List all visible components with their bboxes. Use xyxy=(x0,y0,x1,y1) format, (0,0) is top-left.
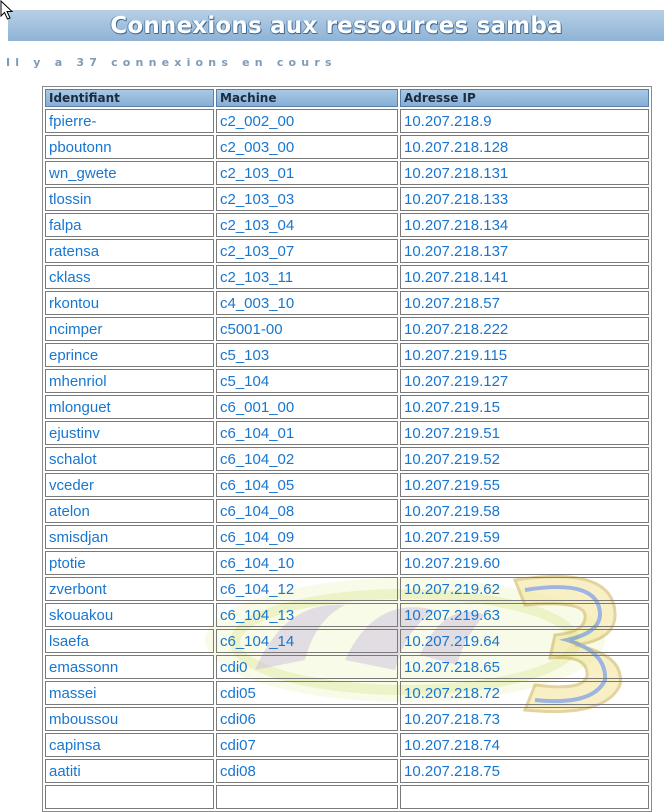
connections-table xyxy=(42,86,652,812)
identifiant-cell[interactable]: skouakou xyxy=(45,603,214,627)
identifiant-cell[interactable]: ratensa xyxy=(45,239,214,263)
ip-address-cell[interactable]: 10.207.219.115 xyxy=(400,343,649,367)
identifiant-cell[interactable]: vceder xyxy=(45,473,214,497)
identifiant-cell[interactable]: ncimper xyxy=(45,317,214,341)
machine-cell[interactable]: c6_104_01 xyxy=(216,421,398,445)
identifiant-cell[interactable]: capinsa xyxy=(45,733,214,757)
ip-address-cell[interactable]: 10.207.219.63 xyxy=(400,603,649,627)
table-row xyxy=(45,213,649,237)
machine-cell[interactable]: cdi08 xyxy=(216,759,398,783)
machine-cell[interactable]: c6_104_09 xyxy=(216,525,398,549)
table-row xyxy=(45,395,649,419)
mouse-pointer-icon xyxy=(0,0,14,20)
ip-address-cell[interactable]: 10.207.219.62 xyxy=(400,577,649,601)
connection-count: Il y a 37 connexions en cours xyxy=(6,56,337,69)
table-row xyxy=(45,265,649,289)
identifiant-cell[interactable]: mhenriol xyxy=(45,369,214,393)
machine-cell xyxy=(216,785,398,809)
ip-address-cell[interactable]: 10.207.219.15 xyxy=(400,395,649,419)
identifiant-cell[interactable]: cklass xyxy=(45,265,214,289)
ip-address-cell[interactable]: 10.207.218.65 xyxy=(400,655,649,679)
ip-address-cell[interactable]: 10.207.218.134 xyxy=(400,213,649,237)
machine-cell[interactable]: c2_103_07 xyxy=(216,239,398,263)
ip-address-cell[interactable]: 10.207.218.75 xyxy=(400,759,649,783)
identifiant-cell[interactable]: zverbont xyxy=(45,577,214,601)
ip-address-cell[interactable]: 10.207.218.131 xyxy=(400,161,649,185)
machine-cell[interactable]: c6_104_14 xyxy=(216,629,398,653)
table-row xyxy=(45,161,649,185)
table-row xyxy=(45,525,649,549)
machine-cell[interactable]: c2_002_00 xyxy=(216,109,398,133)
table-row xyxy=(45,187,649,211)
machine-cell[interactable]: c2_103_01 xyxy=(216,161,398,185)
identifiant-cell[interactable]: pboutonn xyxy=(45,135,214,159)
machine-cell[interactable]: cdi05 xyxy=(216,681,398,705)
identifiant-cell[interactable]: schalot xyxy=(45,447,214,471)
table-row xyxy=(45,499,649,523)
table-body xyxy=(45,109,649,809)
table-row xyxy=(45,629,649,653)
table-row xyxy=(45,577,649,601)
table-row xyxy=(45,733,649,757)
identifiant-cell[interactable]: tlossin xyxy=(45,187,214,211)
ip-address-cell[interactable]: 10.207.218.128 xyxy=(400,135,649,159)
identifiant-cell[interactable]: falpa xyxy=(45,213,214,237)
ip-address-cell[interactable]: 10.207.219.58 xyxy=(400,499,649,523)
machine-cell[interactable]: c2_103_03 xyxy=(216,187,398,211)
ip-address-cell[interactable]: 10.207.218.72 xyxy=(400,681,649,705)
table-row xyxy=(45,655,649,679)
table-row xyxy=(45,109,649,133)
table-row xyxy=(45,707,649,731)
table-row xyxy=(45,681,649,705)
table-row xyxy=(45,785,649,809)
identifiant-cell[interactable]: wn_gwete xyxy=(45,161,214,185)
ip-address-cell[interactable]: 10.207.218.9 xyxy=(400,109,649,133)
table-row xyxy=(45,447,649,471)
machine-cell[interactable]: c6_104_08 xyxy=(216,499,398,523)
ip-address-cell[interactable]: 10.207.218.133 xyxy=(400,187,649,211)
table-row xyxy=(45,759,649,783)
page-title-bar xyxy=(8,10,664,41)
machine-cell[interactable]: c5_104 xyxy=(216,369,398,393)
table-row xyxy=(45,135,649,159)
table-row xyxy=(45,291,649,315)
identifiant-cell[interactable]: aatiti xyxy=(45,759,214,783)
table-row xyxy=(45,473,649,497)
identifiant-cell[interactable]: smisdjan xyxy=(45,525,214,549)
table-row xyxy=(45,317,649,341)
ip-address-cell[interactable]: 10.207.219.127 xyxy=(400,369,649,393)
ip-address-cell[interactable]: 10.207.219.55 xyxy=(400,473,649,497)
identifiant-cell[interactable]: mboussou xyxy=(45,707,214,731)
identifiant-cell[interactable]: mlonguet xyxy=(45,395,214,419)
machine-cell[interactable]: c6_104_05 xyxy=(216,473,398,497)
machine-cell[interactable]: cdi07 xyxy=(216,733,398,757)
machine-cell[interactable]: c5_103 xyxy=(216,343,398,367)
identifiant-cell[interactable]: massei xyxy=(45,681,214,705)
table-row xyxy=(45,603,649,627)
ip-address-cell[interactable]: 10.207.218.57 xyxy=(400,291,649,315)
table-row xyxy=(45,239,649,263)
identifiant-cell[interactable]: lsaefa xyxy=(45,629,214,653)
table-row xyxy=(45,421,649,445)
ip-address-cell[interactable]: 10.207.218.74 xyxy=(400,733,649,757)
machine-cell[interactable]: cdi0 xyxy=(216,655,398,679)
identifiant-cell[interactable]: ptotie xyxy=(45,551,214,575)
machine-cell[interactable]: c6_104_13 xyxy=(216,603,398,627)
machine-cell[interactable]: c5001-00 xyxy=(216,317,398,341)
identifiant-cell[interactable]: ejustinv xyxy=(45,421,214,445)
machine-cell[interactable]: c2_103_11 xyxy=(216,265,398,289)
table-row xyxy=(45,369,649,393)
machine-cell[interactable]: c6_104_10 xyxy=(216,551,398,575)
ip-address-cell[interactable]: 10.207.219.52 xyxy=(400,447,649,471)
ip-address-cell[interactable]: 10.207.218.222 xyxy=(400,317,649,341)
table-row xyxy=(45,343,649,367)
ip-address-cell[interactable]: 10.207.219.64 xyxy=(400,629,649,653)
column-header-machine: Machine xyxy=(216,89,398,107)
machine-cell[interactable]: c4_003_10 xyxy=(216,291,398,315)
ip-address-cell[interactable]: 10.207.218.137 xyxy=(400,239,649,263)
machine-cell[interactable]: c6_104_02 xyxy=(216,447,398,471)
table-row xyxy=(45,551,649,575)
column-header-adresse-ip: Adresse IP xyxy=(400,89,649,107)
machine-cell[interactable]: cdi06 xyxy=(216,707,398,731)
ip-address-cell[interactable]: 10.207.218.141 xyxy=(400,265,649,289)
column-header-identifiant: Identifiant xyxy=(45,89,214,107)
ip-address-cell[interactable]: 10.207.219.59 xyxy=(400,525,649,549)
identifiant-cell[interactable]: rkontou xyxy=(45,291,214,315)
ip-address-cell[interactable]: 10.207.219.60 xyxy=(400,551,649,575)
ip-address-cell[interactable]: 10.207.219.51 xyxy=(400,421,649,445)
ip-address-cell[interactable]: 10.207.218.73 xyxy=(400,707,649,731)
page-title: Connexions aux ressources samba xyxy=(110,12,563,39)
identifiant-cell xyxy=(45,785,214,809)
machine-cell[interactable]: c2_103_04 xyxy=(216,213,398,237)
machine-cell[interactable]: c2_003_00 xyxy=(216,135,398,159)
identifiant-cell[interactable]: fpierre- xyxy=(45,109,214,133)
ip-address-cell xyxy=(400,785,649,809)
identifiant-cell[interactable]: emassonn xyxy=(45,655,214,679)
machine-cell[interactable]: c6_001_00 xyxy=(216,395,398,419)
identifiant-cell[interactable]: atelon xyxy=(45,499,214,523)
table-header-row xyxy=(45,89,649,107)
identifiant-cell[interactable]: eprince xyxy=(45,343,214,367)
machine-cell[interactable]: c6_104_12 xyxy=(216,577,398,601)
